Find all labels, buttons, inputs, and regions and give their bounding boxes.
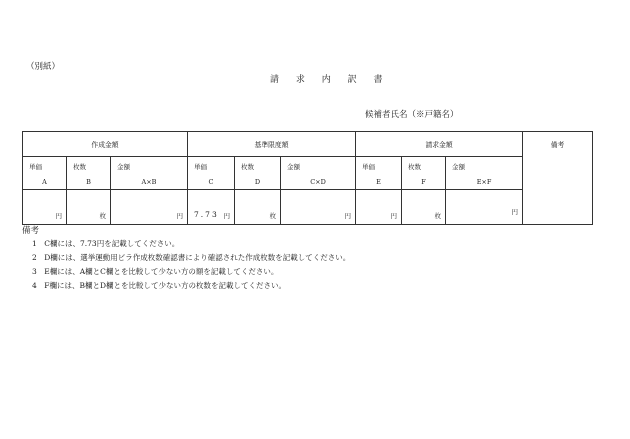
symbol-a: A — [42, 178, 47, 186]
cell-axb-value[interactable] — [111, 190, 188, 225]
attachment-label: （別紙） — [26, 62, 61, 72]
label-count: 枚数 — [408, 163, 422, 171]
sub-header-row — [23, 157, 593, 190]
unit-yen: 円 — [223, 212, 231, 220]
cell-b-header — [67, 157, 111, 190]
unit-yen: 円 — [390, 212, 398, 220]
cell-exf-header — [446, 157, 523, 190]
cell-e-header — [356, 157, 402, 190]
unit-yen: 円 — [511, 208, 519, 216]
cell-b-value[interactable] — [67, 190, 111, 225]
header-production-amount: 作成金額 — [23, 132, 188, 157]
header-claim-amount: 請求金額 — [356, 132, 523, 157]
value-row — [23, 190, 593, 225]
cell-d-header — [235, 157, 281, 190]
request-breakdown-table — [22, 131, 593, 225]
cell-f-header — [402, 157, 446, 190]
cell-c-value — [188, 190, 235, 225]
label-amount: 金額 — [452, 163, 466, 171]
symbol-d: D — [254, 178, 261, 186]
cell-axb-header — [111, 157, 188, 190]
unit-yen: 円 — [344, 212, 352, 220]
symbol-b: B — [86, 178, 91, 186]
symbol-f: F — [421, 178, 426, 186]
cell-cxd-header — [281, 157, 356, 190]
note-item-2: 2 D欄には、選挙運動用ビラ作成枚数確認書により確認された作成枚数を記載してください。 — [32, 253, 351, 262]
group-header-row — [23, 132, 593, 157]
symbol-e: E — [376, 178, 381, 186]
unit-sheets: 枚 — [99, 212, 106, 220]
unit-yen: 円 — [55, 212, 62, 220]
unit-sheets: 枚 — [269, 212, 277, 220]
unit-yen: 円 — [176, 212, 184, 220]
label-count: 枚数 — [241, 163, 255, 171]
document-title: 請 求 内 訳 書 — [270, 75, 390, 85]
label-amount: 金額 — [287, 163, 301, 171]
note-item-3: 3 E欄には、A欄とC欄とを比較して少ない方の額を記載してください。 — [32, 267, 279, 276]
unit-sheets: 枚 — [434, 212, 442, 220]
cell-d-value[interactable] — [235, 190, 281, 225]
symbol-cxd: C×D — [310, 178, 326, 186]
label-unit-price: 単価 — [362, 163, 376, 171]
symbol-axb: A×B — [141, 178, 157, 186]
symbol-c: C — [208, 178, 214, 186]
unit-price-c-value: 7.73 — [194, 210, 219, 219]
note-item-1: 1 C欄には、7.73円を記載してください。 — [32, 239, 180, 248]
cell-e-value[interactable] — [356, 190, 402, 225]
label-unit-price: 単価 — [194, 163, 208, 171]
cell-f-value[interactable] — [402, 190, 446, 225]
cell-a-header — [23, 157, 67, 190]
cell-exf-value[interactable] — [446, 190, 523, 225]
header-standard-limit: 基準限度額 — [188, 132, 356, 157]
label-count: 枚数 — [73, 163, 86, 171]
symbol-exf: E×F — [476, 178, 492, 186]
label-unit-price: 単価 — [29, 163, 42, 171]
notes-title: 備考 — [22, 226, 40, 236]
header-remarks: 備考 — [523, 132, 593, 225]
note-item-4: 4 F欄には、B欄とD欄とを比較して少ない方の枚数を記載してください。 — [32, 281, 286, 290]
cell-c-header — [188, 157, 235, 190]
cell-cxd-value[interactable] — [281, 190, 356, 225]
cell-a-value[interactable] — [23, 190, 67, 225]
label-amount: 金額 — [117, 163, 130, 171]
candidate-name-label: 候補者氏名（※戸籍名） — [365, 110, 459, 120]
